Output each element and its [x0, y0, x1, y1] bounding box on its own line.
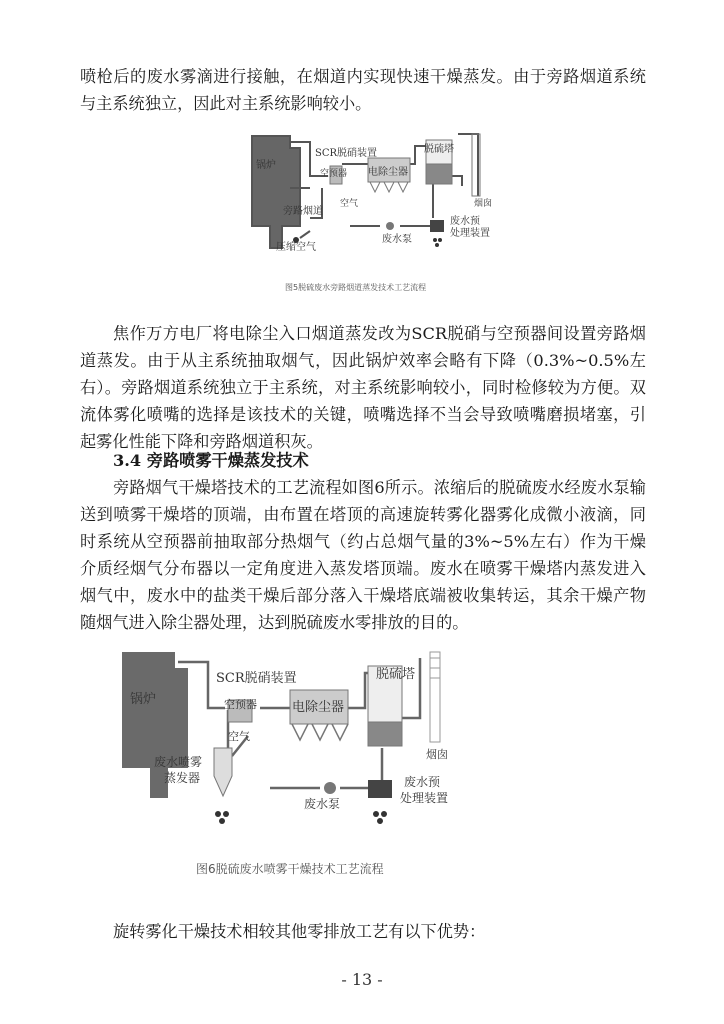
section-heading-3-4: 3.4 旁路喷雾干燥蒸发技术 — [113, 451, 309, 470]
pretreat-shape — [430, 220, 444, 232]
pump-shape — [386, 222, 394, 230]
paragraph-4: 旋转雾化干燥技术相较其他零排放工艺有以下优势： — [113, 922, 486, 941]
figure-6-svg — [120, 648, 470, 848]
figure-6-diagram — [120, 648, 470, 848]
paragraph-2: 焦作万方电厂将电除尘入口烟道蒸发改为SCR脱硝与空预器间设置旁路烟道蒸发。由于从主系统抽取烟气，因此锅炉效率会略有下降（0.3%~0.5%左右）。旁路烟道系统独立于主系统，对主系统影响较小，同时检修较为方便。双流体雾化喷嘴的选择是该技术的关键，喷嘴选择不当会导致喷嘴磨损堵塞，引起雾化性能下降和旁路烟道积灰。 — [80, 324, 646, 451]
fig6-label-chimney: 烟囱 — [426, 748, 448, 761]
fig5-label-esp: 电除尘器 — [368, 167, 408, 178]
figure-5-caption: 图5脱硫废水旁路烟道蒸发技术工艺流程 — [285, 283, 427, 292]
fig6-label-pretreat-1: 废水预 — [404, 775, 441, 789]
fig5-label-pretreat-1: 废水预 — [450, 216, 480, 227]
fig6-label-scr: SCR脱硝装置 — [216, 671, 297, 686]
fig6-label-air: 空气 — [228, 730, 250, 743]
fig5-label-air-preheater: 空预器 — [320, 169, 348, 179]
fig6-label-esp: 电除尘器 — [292, 700, 345, 715]
fig5-label-pretreat-2: 处理装置 — [450, 228, 490, 239]
fig6-label-boiler: 锅炉 — [130, 692, 157, 707]
chimney-shape — [430, 652, 440, 742]
fig5-label-desulf-tower: 脱硫塔 — [424, 144, 454, 155]
fig6-label-evap-2: 蒸发器 — [164, 771, 201, 785]
fig5-label-bypass-flue: 旁路烟道 — [283, 206, 323, 217]
paragraph-1: 喷枪后的废水雾滴进行接触，在烟道内实现快速干燥蒸发。由于旁路烟道系统与主系统独立，因此对主系统影响较小。 — [80, 67, 646, 113]
fig6-label-air-preheater: 空预器 — [224, 698, 257, 711]
fig5-label-scr: SCR脱硝装置 — [315, 148, 378, 159]
fig5-label-air: 空气 — [340, 199, 359, 209]
fig5-label-chimney: 烟囱 — [474, 199, 493, 209]
paragraph-3: 旁路烟气干燥塔技术的工艺流程如图6所示。浓缩后的脱硫废水经废水泵输送到喷雾干燥塔的顶端，由布置在塔顶的高速旋转雾化器雾化成微小液滴，同时系统从空预器前抽取部分热烟气（约占总烟气量的3%~5%左右）作为干燥介质经烟气分布器以一定角度进入蒸发塔顶端。废水在喷雾干燥塔内蒸发进入烟气中，废水中的盐类干燥后部分落入干燥塔底端被收集转运，其余干燥产物随烟气进入除尘器处理，达到脱硫废水零排放的目的。 — [80, 478, 646, 632]
figure-5-diagram — [250, 126, 500, 286]
fig5-label-boiler: 锅炉 — [256, 160, 276, 171]
page-number: - 13 - — [341, 970, 383, 989]
pump-shape — [324, 782, 336, 794]
fig6-label-desulf-tower: 脱硫塔 — [376, 667, 416, 682]
figure-6-caption: 图6脱硫废水喷雾干燥技术工艺流程 — [196, 862, 384, 876]
fig5-label-pump: 废水泵 — [382, 234, 412, 245]
fig6-label-pump: 废水泵 — [304, 797, 341, 811]
fig5-label-compressed-air: 压缩空气 — [276, 242, 316, 253]
evaporator-shape — [214, 748, 232, 796]
fig6-label-evap-1: 废水喷雾 — [154, 755, 203, 769]
fig6-label-pretreat-2: 处理装置 — [400, 791, 449, 805]
boiler-shape — [252, 136, 300, 248]
pretreat-shape — [368, 780, 392, 798]
figure-5-svg — [250, 126, 500, 286]
